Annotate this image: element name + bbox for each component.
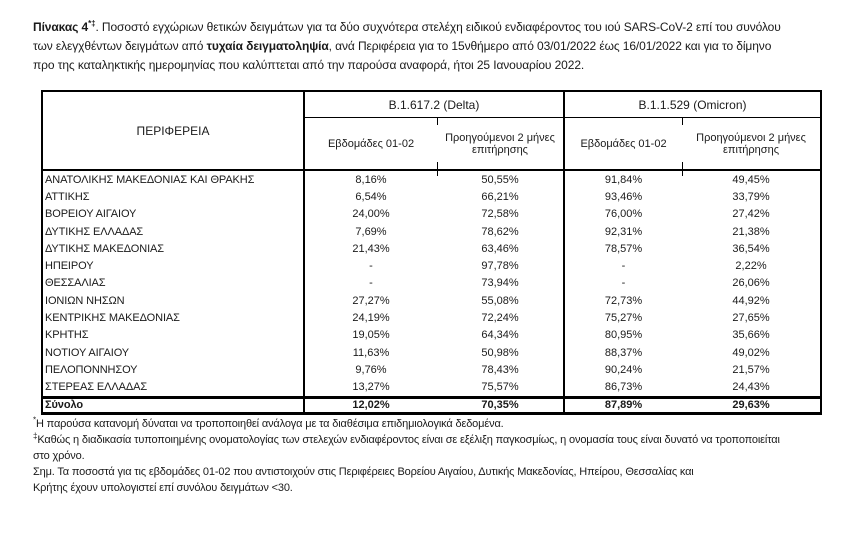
value-cell: 50,98% xyxy=(481,346,519,359)
footnote-2-continued: στο χρόνο. xyxy=(33,450,85,462)
value-cell: 24,00% xyxy=(352,208,390,221)
footnote-2: ‡Καθώς η διαδικασία τυποποιημένης ονοματολογίας των στελεχών ενδιαφέροντος είναι σε εξέλιξη παγκοσμίως, η ονομασία τους είναι δυνατό να τροποποιείται xyxy=(33,431,780,446)
total-value-cell: 29,63% xyxy=(682,397,821,413)
column-group-delta: B.1.617.2 (Delta) xyxy=(304,91,564,118)
table-row xyxy=(42,240,821,257)
value-cell: 78,62% xyxy=(481,225,519,238)
table-row xyxy=(42,379,821,398)
value-cell: 9,76% xyxy=(355,363,387,376)
value-cell: 49,02% xyxy=(732,346,770,359)
table-row xyxy=(42,275,821,292)
value-cell: 63,46% xyxy=(481,242,519,255)
table-row xyxy=(42,292,821,309)
table-caption: Πίνακας 4*‡. Ποσοστό εγχώριων θετικών δειγμάτων για τα δύο συχνότερα στελέχη ειδικού ενδιαφέροντος του ιού SARS-CoV-2 επί του συνόλου των ελεγχθέντων δειγμάτων από τυχαία δειγματοληψία, ανά Περιφέρεια για το 15νθήμερο από 03/01/2022 έως 16/01/2022 και για το δίμηνο προ της καταληκτικής ημερομηνίας που καλύπτεται από την παρούσα αναφορά, ήτοι 25 Ιανουαρίου 2022. xyxy=(33,19,781,72)
value-cell: 88,37% xyxy=(564,344,682,361)
column-header-delta-weeks: Εβδομάδες 01-02 xyxy=(304,118,437,171)
value-cell: 2,22% xyxy=(735,260,767,273)
region-cell: ΔΥΤΙΚΗΣ ΜΑΚΕΔΟΝΙΑΣ xyxy=(42,240,304,257)
value-cell: 66,21% xyxy=(481,190,519,203)
variants-by-region-table xyxy=(41,90,822,415)
value-cell: 26,06% xyxy=(732,277,770,290)
value-cell: 11,63% xyxy=(352,346,390,359)
value-cell: 36,54% xyxy=(732,242,770,255)
column-header-omicron-prev: Προηγούμενοι 2 μήνες επιτήρησης xyxy=(682,118,821,171)
value-cell: 64,34% xyxy=(481,329,519,342)
value-cell: 75,27% xyxy=(564,309,682,326)
value-cell: - xyxy=(369,260,373,273)
value-cell: 50,55% xyxy=(437,170,564,188)
value-cell: 90,24% xyxy=(564,361,682,378)
value-cell: 55,08% xyxy=(481,294,519,307)
total-label-cell: Σύνολο xyxy=(42,397,304,413)
region-cell: ΚΡΗΤΗΣ xyxy=(42,327,304,344)
region-cell: ΣΤΕΡΕΑΣ ΕΛΛΑΔΑΣ xyxy=(42,379,304,398)
total-row xyxy=(42,397,821,413)
value-cell: - xyxy=(369,277,373,290)
value-cell: 72,73% xyxy=(564,292,682,309)
column-header-delta-prev: Προηγούμενοι 2 μήνες επιτήρησης xyxy=(437,118,564,171)
value-cell: 72,58% xyxy=(481,208,519,221)
value-cell: 21,43% xyxy=(352,242,390,255)
table-row xyxy=(42,223,821,240)
value-cell: 91,84% xyxy=(564,170,682,188)
footnote-1: *Η παρούσα κατανομή δύναται να τροποποιηθεί ανάλογα με τα διαθέσιμα επιδημιολογικά δεδομένα. xyxy=(33,415,504,430)
table-row xyxy=(42,188,821,205)
column-group-omicron: B.1.1.529 (Omicron) xyxy=(564,91,821,118)
column-header-omicron-weeks: Εβδομάδες 01-02 xyxy=(564,118,682,171)
value-cell: - xyxy=(564,275,682,292)
caption-label: Πίνακας 4 xyxy=(33,20,89,34)
column-header-region: ΠΕΡΙΦΕΡΕΙΑ xyxy=(42,91,304,170)
table-row xyxy=(42,206,821,223)
caption-footnote-marks: *‡ xyxy=(88,19,96,28)
value-cell: 78,57% xyxy=(564,240,682,257)
value-cell: 75,57% xyxy=(481,381,519,394)
total-value-cell: 70,35% xyxy=(437,397,564,413)
value-cell: 80,95% xyxy=(564,327,682,344)
value-cell: 35,66% xyxy=(732,329,770,342)
region-cell: ΝΟΤΙΟΥ ΑΙΓΑΙΟΥ xyxy=(42,344,304,361)
value-cell: 21,38% xyxy=(732,225,770,238)
table-row xyxy=(42,257,821,274)
table-row xyxy=(42,170,821,188)
value-cell: 44,92% xyxy=(732,294,770,307)
value-cell: 97,78% xyxy=(481,260,519,273)
value-cell: 27,42% xyxy=(732,208,770,221)
table-row xyxy=(42,344,821,361)
value-cell: 13,27% xyxy=(352,381,390,394)
region-cell: ΙΟΝΙΩΝ ΝΗΣΩΝ xyxy=(42,292,304,309)
value-cell: 8,16% xyxy=(355,173,387,186)
total-value-cell: 12,02% xyxy=(304,397,437,413)
value-cell: 92,31% xyxy=(564,223,682,240)
value-cell: 7,69% xyxy=(355,225,387,238)
header-row-groups xyxy=(42,91,821,118)
region-cell: ΒΟΡΕΙΟΥ ΑΙΓΑΙΟΥ xyxy=(42,206,304,223)
value-cell: - xyxy=(564,257,682,274)
value-cell: 27,27% xyxy=(352,294,390,307)
region-cell: ΔΥΤΙΚΗΣ ΕΛΛΑΔΑΣ xyxy=(42,223,304,240)
value-cell: 21,57% xyxy=(732,363,770,376)
value-cell: 27,65% xyxy=(732,312,770,325)
table-row xyxy=(42,327,821,344)
value-cell: 73,94% xyxy=(481,277,519,290)
region-cell: ΘΕΣΣΑΛΙΑΣ xyxy=(42,275,304,292)
footnote-note-continued: Κρήτης έχουν υπολογιστεί επί συνόλου δειγμάτων <30. xyxy=(33,482,293,494)
double-dagger-mark: ‡ xyxy=(33,431,38,441)
value-cell: 24,19% xyxy=(352,312,390,325)
region-cell: ΗΠΕΙΡΟΥ xyxy=(42,257,304,274)
value-cell: 76,00% xyxy=(564,206,682,223)
value-cell: 49,45% xyxy=(682,170,821,188)
value-cell: 24,43% xyxy=(732,381,770,394)
table-row xyxy=(42,361,821,378)
value-cell: 6,54% xyxy=(355,190,387,203)
value-cell: 33,79% xyxy=(732,190,770,203)
region-cell: ΠΕΛΟΠΟΝΝΗΣΟΥ xyxy=(42,361,304,378)
region-cell: ΚΕΝΤΡΙΚΗΣ ΜΑΚΕΔΟΝΙΑΣ xyxy=(42,309,304,326)
value-cell: 93,46% xyxy=(564,188,682,205)
region-cell: ΑΤΤΙΚΗΣ xyxy=(42,188,304,205)
asterisk-mark: * xyxy=(33,415,36,425)
region-cell: ΑΝΑΤΟΛΙΚΗΣ ΜΑΚΕΔΟΝΙΑΣ ΚΑΙ ΘΡΑΚΗΣ xyxy=(42,170,304,188)
footnote-note: Σημ. Τα ποσοστά για τις εβδομάδες 01-02 που αντιστοιχούν στις Περιφέρειες Βορείου Αιγαίου, Δυτικής Μακεδονίας, Ηπείρου, Θεσσαλίας και xyxy=(33,466,694,478)
value-cell: 86,73% xyxy=(564,379,682,398)
total-value-cell: 87,89% xyxy=(564,397,682,413)
footnotes xyxy=(33,416,848,496)
value-cell: 19,05% xyxy=(352,329,390,342)
value-cell: 78,43% xyxy=(481,363,519,376)
table-row xyxy=(42,309,821,326)
value-cell: 72,24% xyxy=(481,312,519,325)
